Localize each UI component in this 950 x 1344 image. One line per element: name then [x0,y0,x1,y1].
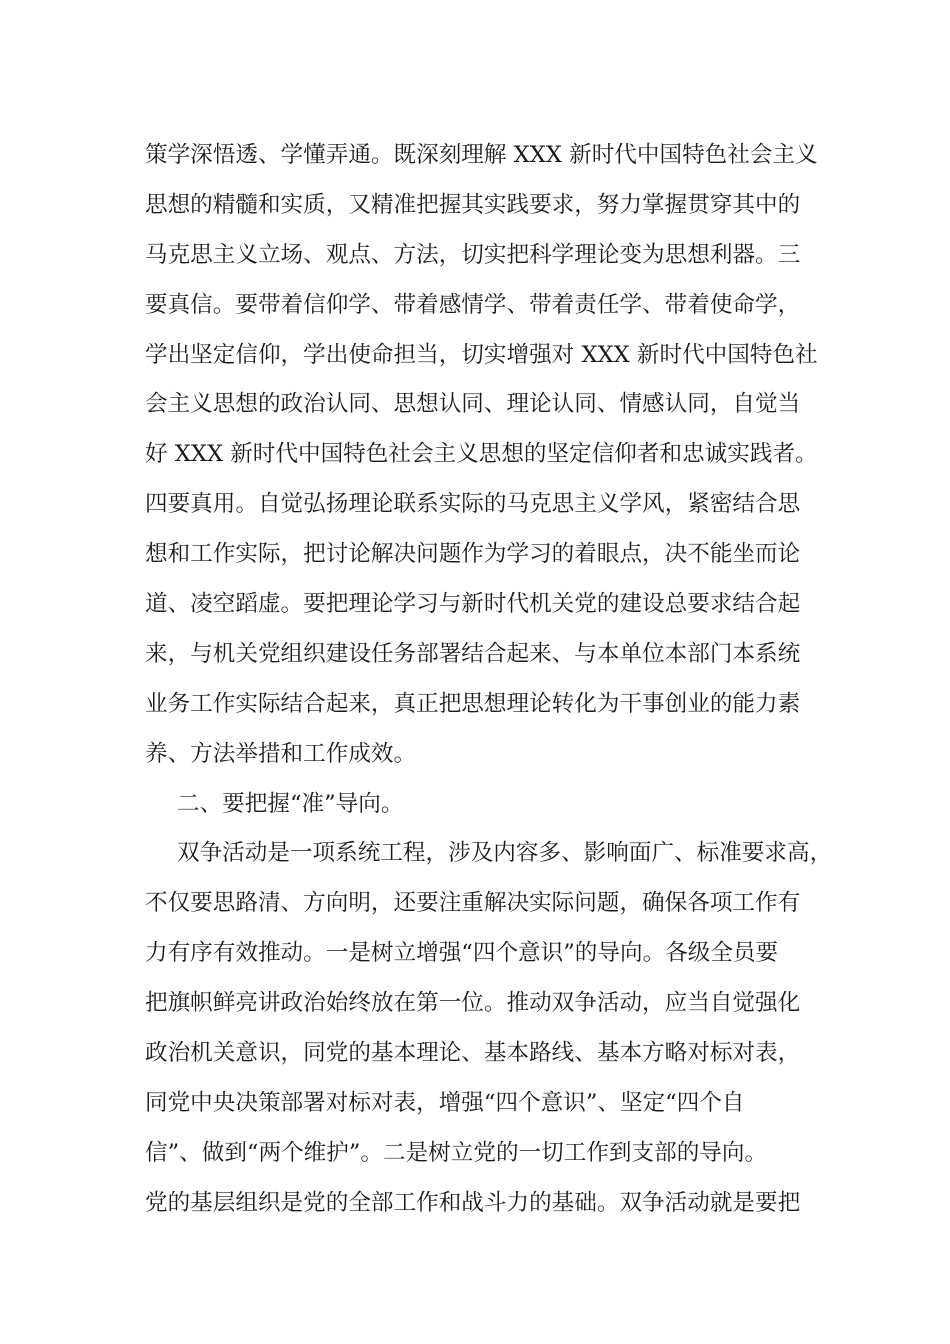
text-line: 不仅要思路清、方向明，还要注重解决实际问题，确保各项工作有 [145,890,801,917]
document-body [145,131,833,1229]
text-line: 四要真用。自觉弘扬理论联系实际的马克思主义学风，紧密结合思 [145,491,801,518]
text-line: 双争活动是一项系统工程，涉及内容多、影响面广、标准要求高， [177,840,833,867]
text-line: 把旗帜鲜亮讲政治始终放在第一位。推动双争活动，应当自觉强化 [145,990,801,1017]
text-line: 党的基层组织是党的全部工作和战斗力的基础。双争活动就是要把 [145,1189,801,1216]
text-line: 要真信。要带着信仰学、带着感情学、带着责任学、带着使命学， [145,291,801,318]
text-line: 策学深悟透、学懂弄通。既深刻理解 XXX 新时代中国特色社会主义 [145,142,818,168]
text-line: 信”、做到“两个维护”。二是树立党的一切工作到支部的导向。 [145,1139,768,1166]
text-line: 好 XXX 新时代中国特色社会主义思想的坚定信仰者和忠诚实践者。 [145,441,818,468]
text-line: 思想的精髓和实质，又精准把握其实践要求，努力掌握贯穿其中的 [145,191,801,218]
text-line: 来，与机关党组织建设任务部署结合起来、与本单位本部门本系统 [145,640,801,667]
text-line: 政治机关意识，同党的基本理论、基本路线、基本方略对标对表， [145,1040,801,1067]
text-line: 同党中央决策部署对标对表，增强“四个意识”、坚定“四个自 [145,1089,745,1116]
text-line: 想和工作实际，把讨论解决问题作为学习的着眼点，决不能坐而论 [145,541,801,568]
text-line: 力有序有效推动。一是树立增强“四个意识”的导向。各级全员要 [145,940,779,967]
text-line: 学出坚定信仰，学出使命担当，切实增强对 XXX 新时代中国特色社 [145,341,818,368]
text-line: 会主义思想的政治认同、思想认同、理论认同、情感认同，自觉当 [145,391,801,418]
text-line: 养、方法举措和工作成效。 [145,740,417,767]
text-line: 道、凌空蹈虚。要把理论学习与新时代机关党的建设总要求结合起 [145,591,801,618]
text-line: 马克思主义立场、观点、方法，切实把科学理论变为思想利器。三 [145,241,801,268]
text-line: 二、要把握“准”导向。 [177,790,404,817]
text-line: 业务工作实际结合起来，真正把思想理论转化为干事创业的能力素 [145,690,801,717]
